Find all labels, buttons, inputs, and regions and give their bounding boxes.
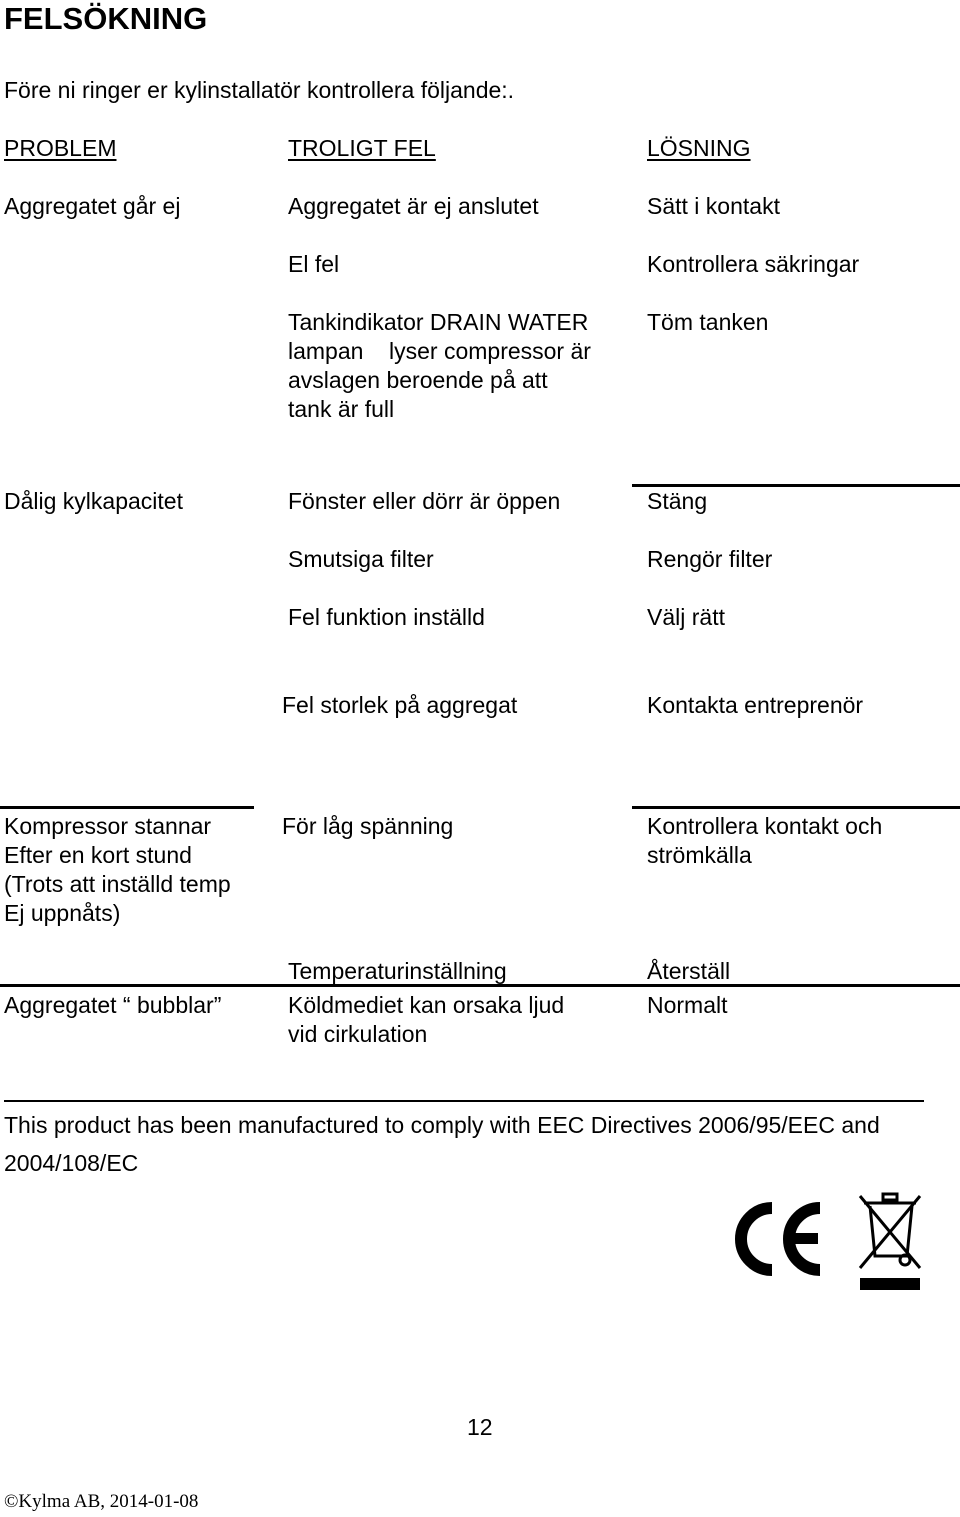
intro-text: Före ni ringer er kylinstallatör kontrollera följande:. (4, 77, 515, 103)
solution-cell: Kontrollera säkringar (647, 251, 860, 277)
cause-cell-line: tank är full (288, 396, 395, 422)
cause-cell: Aggregatet är ej anslutet (288, 193, 539, 219)
problem-cell: Dålig kylkapacitet (4, 488, 183, 514)
compliance-text-line: This product has been manufactured to comply with EEC Directives 2006/95/EEC and (4, 1112, 880, 1138)
solution-cell: Rengör filter (647, 546, 773, 572)
column-header-cause: TROLIGT FEL (288, 135, 436, 161)
solution-cell: Välj rätt (647, 604, 725, 630)
solution-cell: Normalt (647, 992, 728, 1018)
solution-cell: Kontakta entreprenör (647, 692, 864, 718)
page-title: FELSÖKNING (4, 1, 208, 36)
cause-cell-line: avslagen beroende på att (288, 367, 548, 393)
cause-cell: El fel (288, 251, 340, 277)
column-header-solution: LÖSNING (647, 135, 751, 161)
problem-cell: Aggregatet går ej (4, 193, 181, 219)
cause-cell: För låg spänning (282, 813, 454, 839)
cause-cell-line: Köldmediet kan orsaka ljud (288, 992, 565, 1018)
cause-cell: Fel funktion inställd (288, 604, 485, 630)
solution-cell: Töm tanken (647, 309, 769, 335)
problem-cell: Aggregatet “ bubblar” (4, 992, 222, 1018)
problem-cell-line: Kompressor stannar (4, 813, 212, 839)
cause-cell: Temperaturinställning (288, 958, 507, 984)
section-divider (0, 984, 960, 987)
cause-cell-line: vid cirkulation (288, 1021, 428, 1047)
cause-cell-line: lampan lyser compressor är (288, 338, 591, 364)
cause-cell: Fönster eller dörr är öppen (288, 488, 561, 514)
cause-cell-line: Tankindikator DRAIN WATER (288, 309, 589, 335)
ce-mark-icon (728, 1200, 828, 1278)
solution-cell-line: strömkälla (647, 842, 752, 868)
section-divider (0, 806, 254, 809)
section-divider (4, 1100, 924, 1102)
solution-cell-line: Kontrollera kontakt och (647, 813, 883, 839)
solution-cell: Sätt i kontakt (647, 193, 780, 219)
solution-cell: Återställ (647, 958, 731, 984)
cause-cell: Fel storlek på aggregat (282, 692, 518, 718)
problem-cell-line: Efter en kort stund (4, 842, 192, 868)
footer-copyright: ©Kylma AB, 2014-01-08 (4, 1491, 199, 1512)
compliance-text-line: 2004/108/EC (4, 1150, 139, 1176)
problem-cell-line: Ej uppnåts) (4, 900, 121, 926)
column-header-problem: PROBLEM (4, 135, 117, 161)
problem-cell-line: (Trots att inställd temp (4, 871, 231, 897)
weee-bin-icon (856, 1190, 924, 1296)
page-number: 12 (467, 1414, 493, 1440)
cause-cell: Smutsiga filter (288, 546, 434, 572)
solution-cell: Stäng (647, 488, 708, 514)
section-divider (632, 806, 960, 809)
